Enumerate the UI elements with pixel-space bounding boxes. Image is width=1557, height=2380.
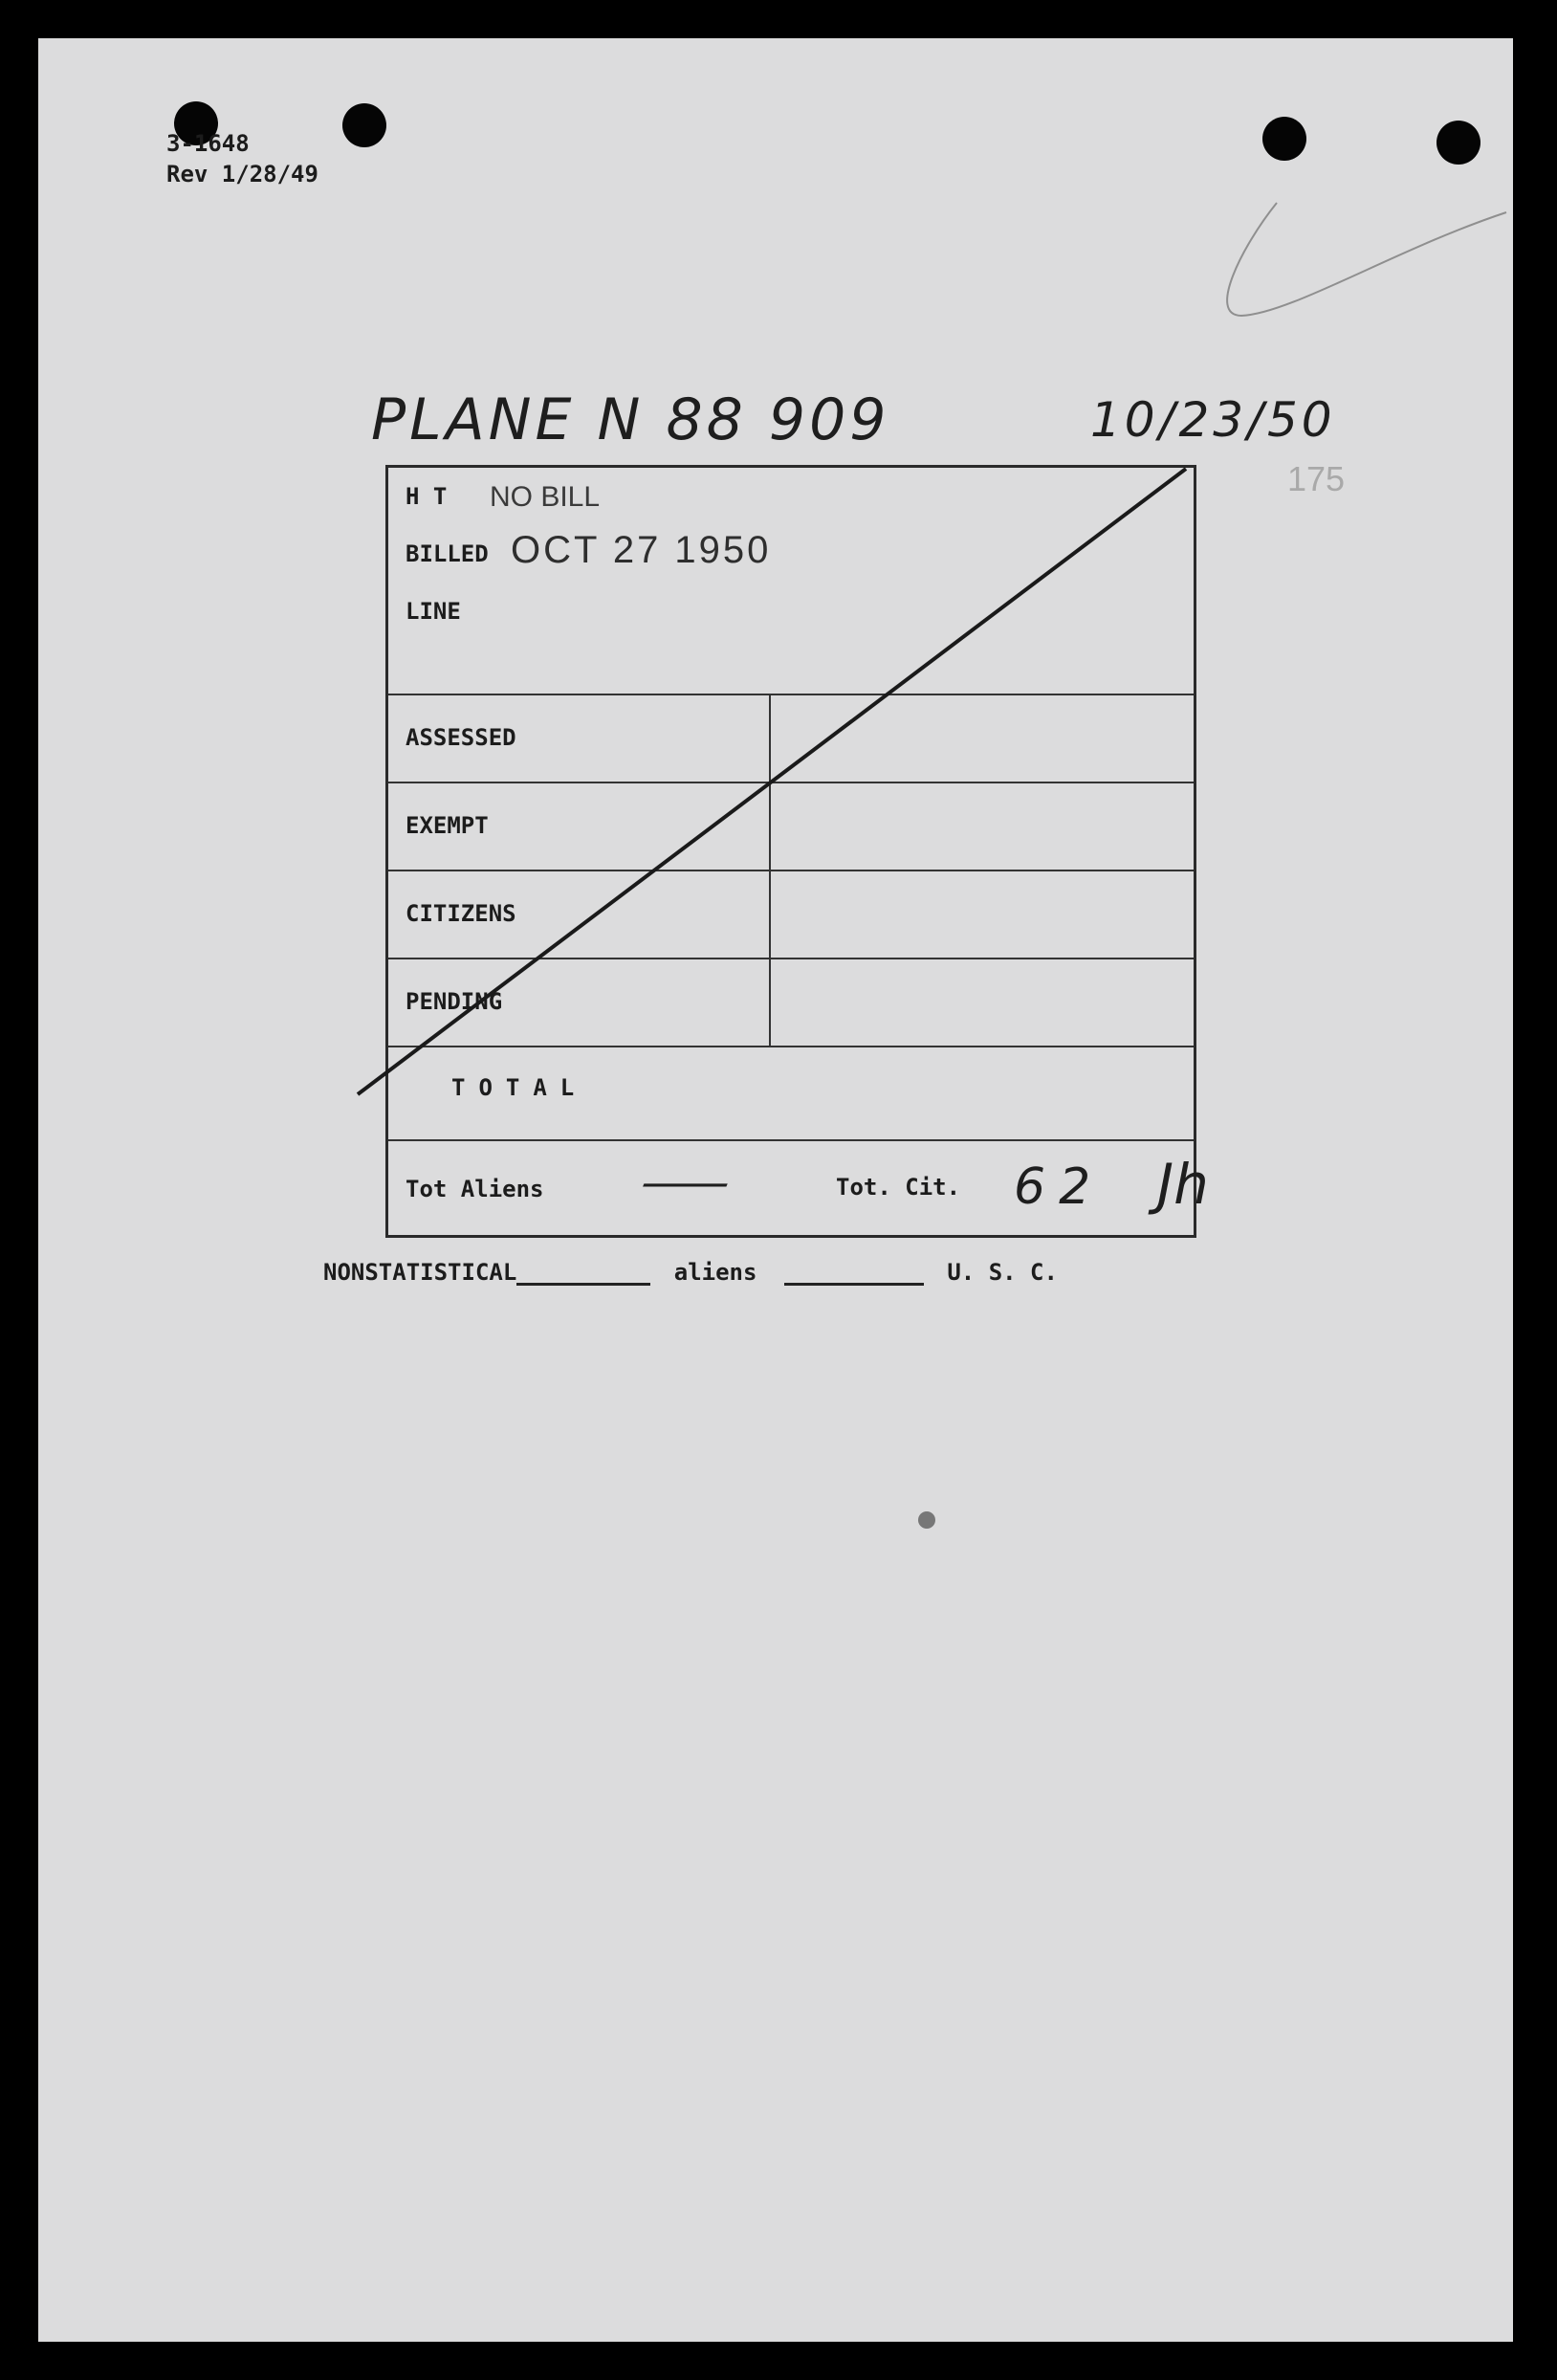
row-label-exempt: EXEMPT: [406, 812, 489, 839]
handwritten-date: 10/23/50: [1090, 392, 1336, 448]
handwritten-plane-number: PLANE N 88 909: [371, 386, 890, 453]
aliens-blank: [784, 1283, 924, 1286]
ht-label: H T: [406, 483, 448, 510]
tot-aliens-value: —: [639, 1158, 732, 1207]
form-revision: Rev 1/28/49: [166, 161, 318, 187]
aliens-label: aliens: [673, 1259, 757, 1286]
line-label: LINE: [406, 598, 461, 625]
tot-aliens-label: Tot Aliens: [406, 1176, 544, 1202]
total-label: TOTAL: [451, 1074, 588, 1101]
nonstatistical-line: [323, 1259, 1058, 1286]
nonstatistical-label: NONSTATISTICAL: [323, 1259, 517, 1286]
row-label-assessed: ASSESSED: [406, 724, 516, 751]
usc-label: U. S. C.: [947, 1259, 1058, 1286]
nonstatistical-blank: [516, 1283, 650, 1286]
billed-stamp: OCT 27 1950: [511, 529, 772, 571]
row-label-citizens: CITIZENS: [406, 900, 516, 927]
speck-mark: [918, 1511, 935, 1529]
stamp-number: 175: [1287, 459, 1346, 498]
form-number: 3-1648: [166, 130, 250, 157]
row-label-pending: PENDING: [406, 988, 503, 1015]
ht-stamp: NO BILL: [490, 481, 601, 513]
cancel-line: [38, 38, 1513, 2342]
tot-cit-label: Tot. Cit.: [836, 1174, 961, 1201]
tot-cit-value: 62: [1014, 1158, 1105, 1216]
billed-label: BILLED: [406, 540, 489, 567]
handwritten-initials: Jh: [1157, 1152, 1209, 1217]
document-sheet: [38, 38, 1513, 2342]
